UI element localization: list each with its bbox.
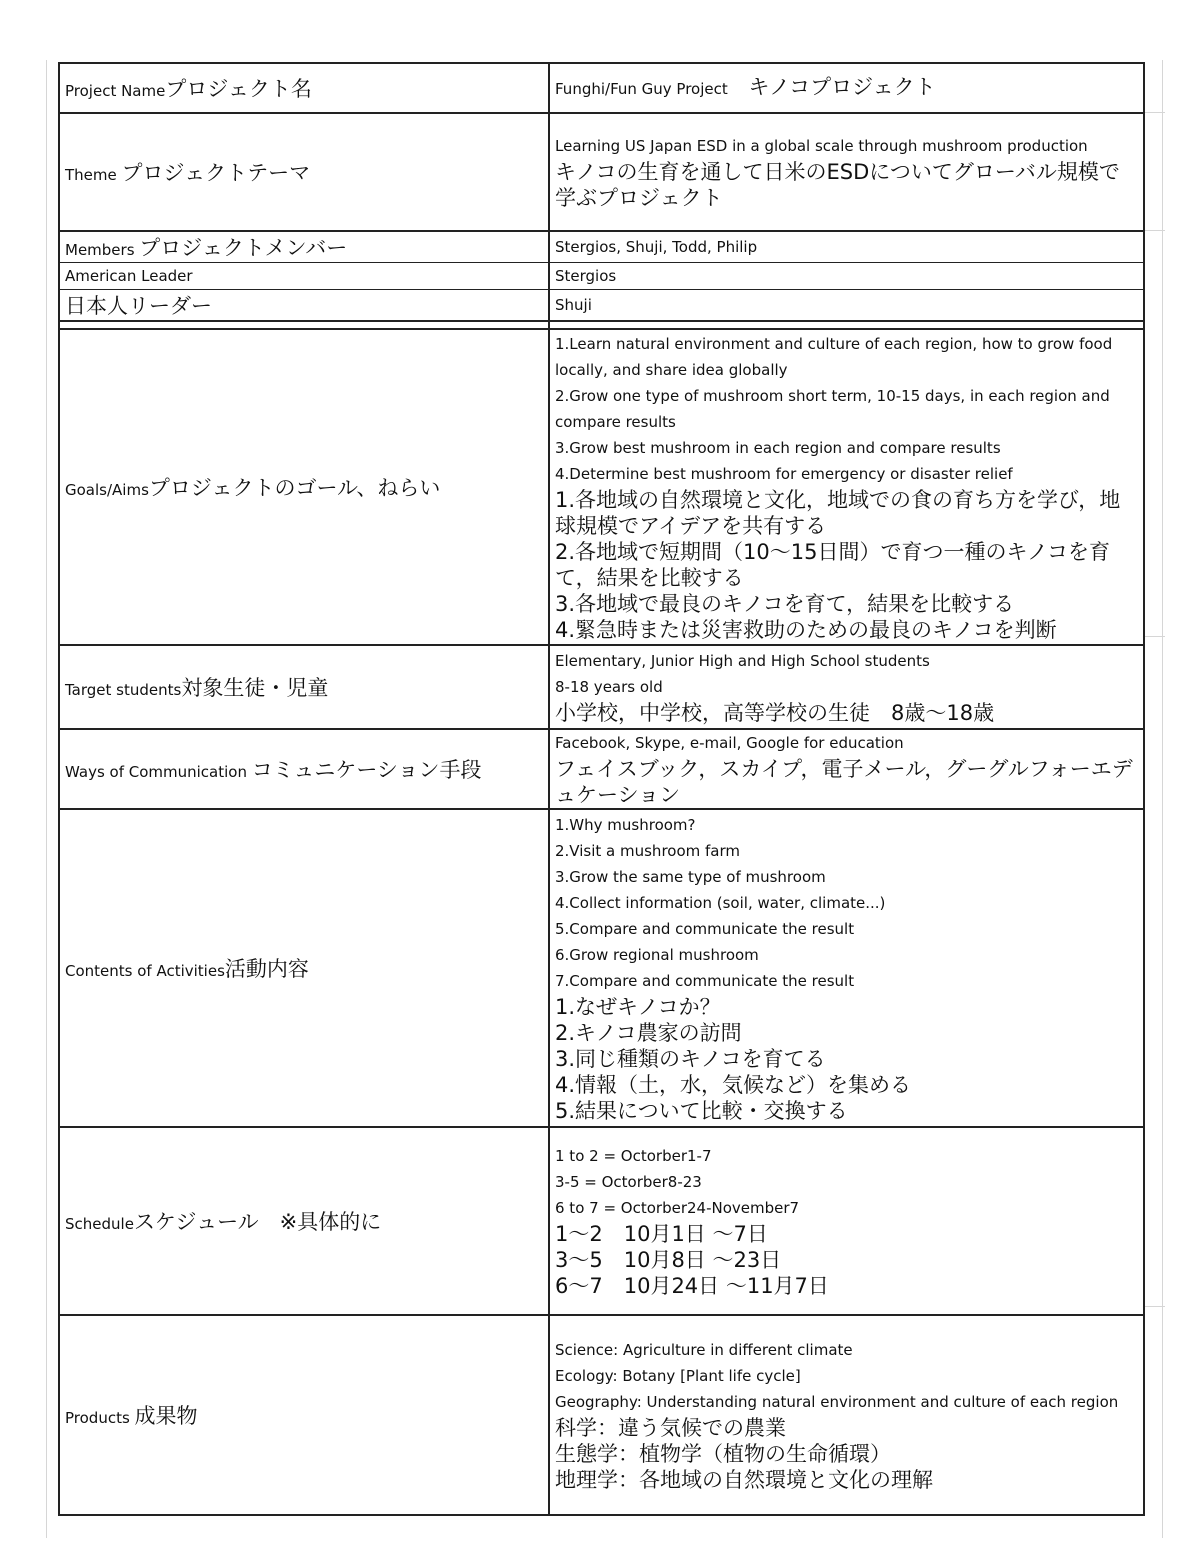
value-cell[interactable] — [549, 729, 1144, 809]
value-cell[interactable] — [549, 809, 1144, 1127]
schedule-ja-2: 3～5 10月8日 ～23日 — [555, 1248, 782, 1272]
value-ja: キノコプロジェクト — [748, 75, 936, 99]
label-ja: プロジェクトメンバー — [139, 236, 348, 260]
goal-ja-1: 1.各地域の自然環境と文化，地域での食の育ち方を学び，地球規模でアイデアを共有する — [555, 488, 1121, 538]
schedule-ja-1: 1～2 10月1日 ～7日 — [555, 1222, 768, 1246]
label-en: Members — [65, 241, 140, 259]
product-en-3: Geography: Understanding natural environment and culture of each region — [555, 1393, 1119, 1411]
value-cell[interactable] — [549, 113, 1144, 231]
row-activities — [59, 809, 1144, 1127]
gridline — [1145, 112, 1165, 113]
value-cell[interactable] — [549, 329, 1144, 645]
row-japanese-leader — [59, 290, 1144, 322]
value-cell[interactable] — [549, 1315, 1144, 1515]
label-ja: スケジュール ※具体的に — [133, 1210, 382, 1234]
gridline — [1145, 636, 1165, 637]
value-cell[interactable] — [549, 63, 1144, 113]
label-en: Ways of Communication — [65, 763, 252, 781]
label-cell[interactable] — [59, 645, 549, 729]
goal-ja-4: 4.緊急時または災害救助のための最良のキノコを判断 — [555, 618, 1057, 642]
product-ja-2: 生態学：植物学（植物の生命循環） — [555, 1442, 891, 1466]
label-en: Goals/Aims — [65, 481, 149, 499]
activity-en-7: 7.Compare and communicate the result — [555, 972, 855, 990]
value-cell[interactable]: Shuji — [549, 290, 1144, 322]
value-en: Funghi/Fun Guy Project — [555, 80, 728, 98]
schedule-en-2: 3-5 = Octorber8-23 — [555, 1173, 702, 1191]
spacer-cell — [549, 321, 1144, 329]
label-ja: 成果物 — [134, 1404, 198, 1428]
label-ja: コミュニケーション手段 — [251, 758, 482, 782]
value-en: 8-18 years old — [555, 678, 663, 696]
value-ja: 小学校，中学校，高等学校の生徒 8歳～18歳 — [555, 701, 995, 725]
label-ja: 対象生徒・児童 — [181, 676, 329, 700]
goal-ja-3: 3.各地域で最良のキノコを育て，結果を比較する — [555, 592, 1015, 616]
activity-ja-2: 2.キノコ農家の訪問 — [555, 1021, 742, 1045]
value-cell[interactable] — [549, 1127, 1144, 1315]
product-ja-1: 科学：違う気候での農業 — [555, 1416, 786, 1440]
label-cell[interactable] — [59, 290, 549, 322]
product-en-1: Science: Agriculture in different climate — [555, 1341, 853, 1359]
row-target-students — [59, 645, 1144, 729]
gridline — [1162, 60, 1163, 1538]
activity-ja-4: 4.情報（土，水，気候など）を集める — [555, 1073, 912, 1097]
row-theme — [59, 113, 1144, 231]
label-cell[interactable]: American Leader — [59, 263, 549, 290]
row-goals — [59, 329, 1144, 645]
goal-en-2: 2.Grow one type of mushroom short term, 10-15 days, in each region and compare results — [555, 387, 1110, 431]
activity-en-1: 1.Why mushroom? — [555, 816, 696, 834]
label-cell[interactable] — [59, 809, 549, 1127]
label-ja: 活動内容 — [224, 957, 309, 981]
label-cell[interactable] — [59, 329, 549, 645]
value-ja: フェイスブック，スカイプ，電子メール，グーグルフォーエデュケーション — [555, 757, 1133, 807]
label-ja: プロジェクトテーマ — [121, 161, 311, 185]
activity-ja-1: 1.なぜキノコか？ — [555, 995, 721, 1019]
value-cell[interactable]: Stergios — [549, 263, 1144, 290]
row-project-name — [59, 63, 1144, 113]
row-members — [59, 231, 1144, 263]
activity-en-2: 2.Visit a mushroom farm — [555, 842, 741, 860]
label-ja: プロジェクトのゴール、ねらい — [148, 476, 441, 500]
label-en: Products — [65, 1409, 135, 1427]
label-cell[interactable] — [59, 1127, 549, 1315]
schedule-en-1: 1 to 2 = Octorber1-7 — [555, 1147, 712, 1165]
activity-en-3: 3.Grow the same type of mushroom — [555, 868, 826, 886]
row-schedule — [59, 1127, 1144, 1315]
product-ja-3: 地理学：各地域の自然環境と文化の理解 — [555, 1468, 933, 1492]
goal-ja-2: 2.各地域で短期間（10～15日間）で育つ一種のキノコを育て，結果を比較する — [555, 540, 1111, 590]
label-en: Contents of Activities — [65, 962, 225, 980]
label-en: Target students — [65, 681, 182, 699]
activity-ja-3: 3.同じ種類のキノコを育てる — [555, 1047, 826, 1071]
activity-en-4: 4.Collect information (soil, water, climate...) — [555, 894, 886, 912]
label-en: Theme — [65, 166, 122, 184]
gridline — [46, 60, 47, 1538]
value-en: Learning US Japan ESD in a global scale through mushroom production — [555, 137, 1088, 155]
activity-ja-5: 5.結果について比較・交換する — [555, 1099, 848, 1123]
activity-en-6: 6.Grow regional mushroom — [555, 946, 759, 964]
label-cell[interactable] — [59, 113, 549, 231]
row-communication — [59, 729, 1144, 809]
label-en: Project Name — [65, 82, 166, 100]
label-ja: 日本人リーダー — [65, 294, 212, 318]
value-en: Elementary, Junior High and High School students — [555, 652, 930, 670]
gridline — [1145, 1306, 1165, 1307]
label-cell[interactable] — [59, 729, 549, 809]
project-table — [58, 62, 1145, 1516]
row-products — [59, 1315, 1144, 1515]
label-cell[interactable] — [59, 231, 549, 263]
label-cell[interactable] — [59, 1315, 549, 1515]
goal-en-4: 4.Determine best mushroom for emergency or disaster relief — [555, 465, 1013, 483]
goal-en-3: 3.Grow best mushroom in each region and compare results — [555, 439, 1001, 457]
schedule-ja-3: 6～7 10月24日 ～11月7日 — [555, 1274, 829, 1298]
label-ja: プロジェクト名 — [165, 77, 312, 101]
spacer-row — [59, 321, 1144, 329]
label-cell[interactable] — [59, 63, 549, 113]
schedule-en-3: 6 to 7 = Octorber24-November7 — [555, 1199, 800, 1217]
spacer-cell — [59, 321, 549, 329]
gridline — [1145, 230, 1165, 231]
value-en: Facebook, Skype, e-mail, Google for education — [555, 734, 904, 752]
goal-en-1: 1.Learn natural environment and culture of each region, how to grow food locally, and share idea globally — [555, 335, 1113, 379]
label-en: Schedule — [65, 1215, 134, 1233]
value-cell[interactable]: Stergios, Shuji, Todd, Philip — [549, 231, 1144, 263]
product-en-2: Ecology: Botany [Plant life cycle] — [555, 1367, 801, 1385]
activity-en-5: 5.Compare and communicate the result — [555, 920, 855, 938]
value-cell[interactable] — [549, 645, 1144, 729]
value-ja: キノコの生育を通して日米のESDについてグローバル規模で学ぶプロジェクト — [555, 160, 1120, 210]
row-american-leader — [59, 263, 1144, 290]
